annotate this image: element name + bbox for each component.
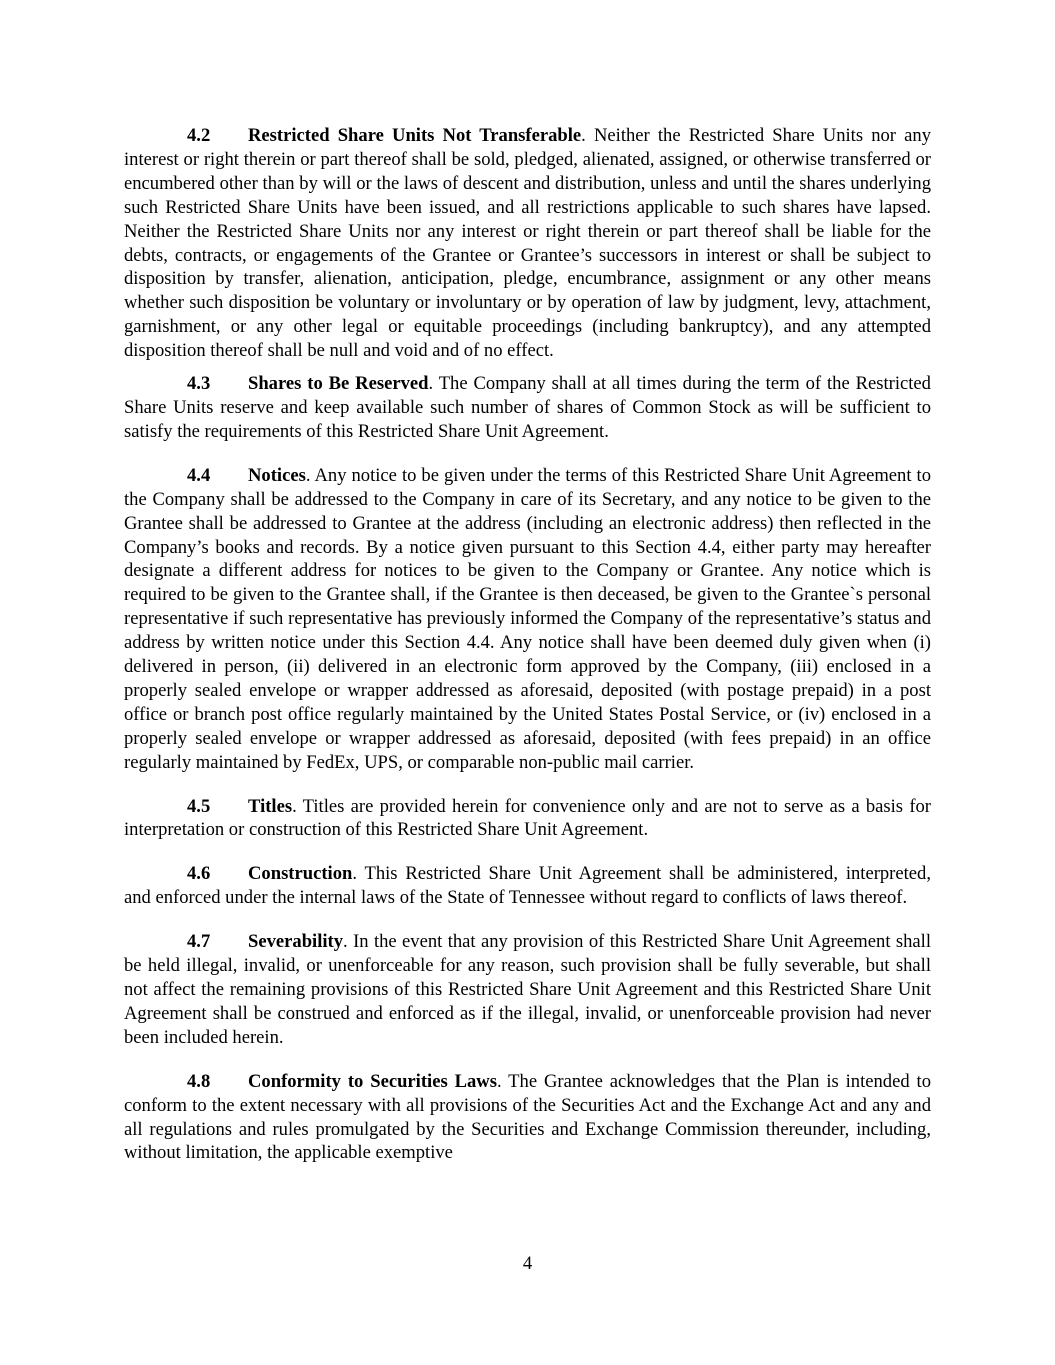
- section-title: Titles: [248, 795, 293, 817]
- section-body: . Any notice to be given under the terms of this Restricted Share Unit Agreement to the Company shall be addressed to the Company in care of its Secretary, and any notice to be given to the Grantee shall be addressed to Grantee at the address (including an electronic address) then reflected in the Company’s books and records. By a notice given pursuant to this Section 4.4, either party may hereafter designate a different address for notices to be given to the Company or Grantee. Any notice which is required to be given to the Grantee shall, if the Grantee is then deceased, be given to the Grantee`s personal representative if such representative has previously informed the Company of the representative’s status and address by written notice under this Section 4.4. Any notice shall have been deemed duly given when (i) delivered in person, (ii) delivered in an electronic form approved by the Company, (iii) enclosed in a properly sealed envelope or wrapper addressed as aforesaid, deposited (with postage prepaid) in a post office or branch post office regularly maintained by the United States Postal Service, or (iv) enclosed in a properly sealed envelope or wrapper addressed as aforesaid, deposited (with fees prepaid) in an office regularly maintained by FedEx, UPS, or comparable non-public mail carrier.: [124, 464, 931, 773]
- section-title: Shares to Be Reserved: [248, 373, 429, 395]
- page-number: 4: [522, 1253, 533, 1274]
- section-title: Restricted Share Units Not Transferable: [248, 125, 582, 146]
- document-page: [124, 124, 931, 1165]
- section-body: . Titles are provided herein for convenience only and are not to serve as a basis for interpretation or construction of this Restricted Share Unit Agreement.: [124, 795, 931, 841]
- section-4-2: [124, 124, 931, 363]
- section-number: 4.5: [187, 795, 211, 817]
- section-4-5: [124, 795, 931, 843]
- section-number: 4.7: [187, 931, 211, 953]
- section-number: 4.2: [187, 125, 211, 146]
- section-title: Notices: [248, 464, 306, 486]
- section-4-8: [124, 1070, 931, 1166]
- section-4-6: [124, 862, 931, 910]
- section-title: Severability: [248, 931, 344, 953]
- section-number: 4.6: [187, 863, 211, 885]
- section-body: . Neither the Restricted Share Units nor any interest or right therein or part thereof shall be sold, pledged, alienated, assigned, or otherwise transferred or encumbered other than by will or the laws of descent and distribution, unless and until the shares underlying such Restricted Share Units have been issued, and all restrictions applicable to such shares have lapsed. Neither the Restricted Share Units nor any interest or right therein or part thereof shall be liable for the debts, contracts, or engagements of the Grantee or Grantee’s successors in interest or shall be subject to disposition by transfer, alienation, anticipation, pledge, encumbrance, assignment or any other means whether such disposition be voluntary or involuntary or by operation of law by judgment, levy, attachment, garnishment, or any other legal or equitable proceedings (including bankruptcy), and any attempted disposition thereof shall be null and void and of no effect.: [124, 125, 931, 362]
- section-body: . In the event that any provision of this Restricted Share Unit Agreement shall be held illegal, invalid, or unenforceable for any reason, such provision shall be fully severable, but shall not affect the remaining provisions of this Restricted Share Unit Agreement and this Restricted Share Unit Agreement shall be construed and enforced as if the illegal, invalid, or unenforceable provision had never been included herein.: [124, 931, 931, 1048]
- section-number: 4.8: [187, 1070, 211, 1092]
- section-4-3: [124, 372, 931, 444]
- section-number: 4.3: [187, 373, 211, 395]
- section-body: . The Grantee acknowledges that the Plan is intended to conform to the extent necessary with all provisions of the Securities Act and the Exchange Act and any and all regulations and rules promulgated by the Securities and Exchange Commission thereunder, including, without limitation, the applicable exemptive: [124, 1070, 932, 1164]
- section-body: . This Restricted Share Unit Agreement shall be administered, interpreted, and enforced under the internal laws of the State of Tennessee without regard to conflicts of laws thereof.: [124, 863, 931, 909]
- section-4-4: [124, 464, 931, 775]
- section-title: Construction: [248, 863, 353, 885]
- section-title: Conformity to Securities Laws: [248, 1070, 497, 1092]
- section-number: 4.4: [187, 464, 211, 486]
- section-body: . The Company shall at all times during the term of the Restricted Share Units reserve and keep available such number of shares of Common Stock as will be sufficient to satisfy the requirements of this Restricted Share Unit Agreement.: [124, 373, 931, 442]
- section-4-7: [124, 930, 931, 1050]
